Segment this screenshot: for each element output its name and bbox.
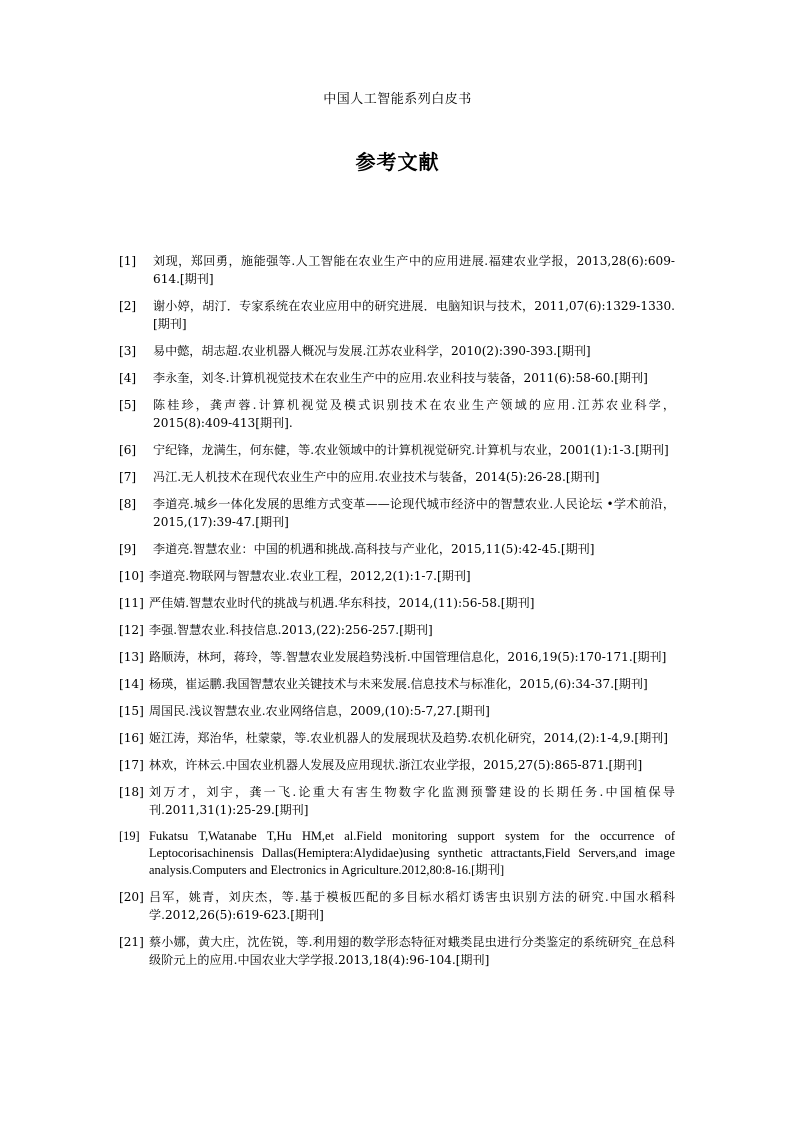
reference-list xyxy=(119,252,675,978)
reference-number: [10] xyxy=(119,569,144,583)
reference-number: [12] xyxy=(119,623,144,637)
reference-text: 刘现，郑回勇，施能强等.人工智能在农业生产中的应用进展.福建农业学报，2013,28(6):609-614.[期刊] xyxy=(153,254,675,286)
reference-number: [2] xyxy=(119,299,137,313)
reference-item xyxy=(119,540,675,558)
reference-item xyxy=(119,702,675,720)
reference-number: [7] xyxy=(119,470,137,484)
reference-number: [15] xyxy=(119,704,144,718)
reference-text: 李道亮.物联网与智慧农业.农业工程，2012,2(1):1-7.[期刊] xyxy=(149,569,471,583)
reference-number: [5] xyxy=(119,398,137,412)
reference-item xyxy=(119,729,675,747)
reference-number: [4] xyxy=(119,371,137,385)
reference-item xyxy=(119,342,675,360)
reference-number: [20] xyxy=(119,890,144,904)
reference-number: [14] xyxy=(119,677,144,691)
reference-text: 姬江涛，郑治华，杜蒙蒙，等.农业机器人的发展现状及趋势.农机化研究，2014,(2):1-4,9.[期刊] xyxy=(149,731,668,745)
reference-number: [6] xyxy=(119,443,137,457)
reference-item xyxy=(119,369,675,387)
reference-text: 李永奎，刘冬.计算机视觉技术在农业生产中的应用.农业科技与装备，2011(6):58-60.[期刊] xyxy=(153,371,648,385)
reference-text: 蔡小娜，黄大庄，沈佐锐，等.利用翅的数学形态特征对蛾类昆虫进行分类鉴定的系统研究_在总科级阶元上的应用.中国农业大学学报.2013,18(4):96-104.[期刊] xyxy=(149,935,675,967)
page-title: 参考文献 xyxy=(355,150,440,174)
reference-item xyxy=(119,594,675,612)
reference-number: [18] xyxy=(119,785,144,799)
reference-text: 杨瑛，崔运鹏.我国智慧农业关键技术与未来发展.信息技术与标准化，2015,(6):34-37.[期刊] xyxy=(149,677,648,691)
reference-number: [8] xyxy=(119,497,137,511)
reference-text: 李道亮.智慧农业：中国的机遇和挑战.高科技与产业化，2015,11(5):42-45.[期刊] xyxy=(153,542,595,556)
reference-number: [9] xyxy=(119,542,137,556)
reference-item xyxy=(119,933,675,969)
reference-item xyxy=(119,297,675,333)
reference-number: [11] xyxy=(119,596,144,610)
reference-item xyxy=(119,396,675,432)
reference-text: 吕军，姚青，刘庆杰，等.基于模板匹配的多目标水稻灯诱害虫识别方法的研究.中国水稻科学.2012,26(5):619-623.[期刊] xyxy=(149,890,675,922)
reference-number: [19] xyxy=(119,829,140,843)
reference-item xyxy=(119,888,675,924)
reference-text: 陈桂珍，龚声蓉.计算机视觉及模式识别技术在农业生产领域的应用.江苏农业科学，2015(8):409-413[期刊]. xyxy=(153,398,675,430)
reference-number: [21] xyxy=(119,935,144,949)
reference-item xyxy=(119,621,675,639)
reference-item xyxy=(119,468,675,486)
reference-item xyxy=(119,783,675,819)
reference-number: [13] xyxy=(119,650,144,664)
reference-text: 谢小婷，胡汀．专家系统在农业应用中的研究进展．电脑知识与技术，2011,07(6):1329-1330.[期刊] xyxy=(153,299,675,331)
reference-text: 周国民.浅议智慧农业.农业网络信息，2009,(10):5-7,27.[期刊] xyxy=(149,704,490,718)
reference-item xyxy=(119,567,675,585)
reference-number: [1] xyxy=(119,254,137,268)
reference-text: 严佳婧.智慧农业时代的挑战与机遇.华东科技，2014,(11):56-58.[期刊] xyxy=(149,596,535,610)
reference-text: 冯江.无人机技术在现代农业生产中的应用.农业技术与装备，2014(5):26-28.[期刊] xyxy=(153,470,600,484)
reference-item xyxy=(119,828,675,879)
reference-number: [3] xyxy=(119,344,137,358)
reference-item xyxy=(119,756,675,774)
reference-text: 李道亮.城乡一体化发展的思维方式变革——论现代城市经济中的智慧农业.人民论坛 •学术前沿，2015,(17):39-47.[期刊] xyxy=(153,497,675,529)
reference-item xyxy=(119,495,675,531)
reference-item xyxy=(119,441,675,459)
reference-text: 李强.智慧农业.科技信息.2013,(22):256-257.[期刊] xyxy=(149,623,433,637)
reference-text: 林欢，许林云.中国农业机器人发展及应用现状.浙江农业学报，2015,27(5):865-871.[期刊] xyxy=(149,758,643,772)
reference-text: 宁纪锋，龙满生，何东健，等.农业领域中的计算机视觉研究.计算机与农业，2001(1):1-3.[期刊] xyxy=(153,443,669,457)
reference-text: 刘万才，刘宇，龚一飞.论重大有害生物数字化监测预警建设的长期任务.中国植保导刊.2011,31(1):25-29.[期刊] xyxy=(149,785,675,817)
reference-text: 易中懿，胡志超.农业机器人概况与发展.江苏农业科学，2010(2):390-393.[期刊] xyxy=(153,344,591,358)
reference-text: 路顺涛，林珂，蒋玲，等.智慧农业发展趋势浅析.中国管理信息化，2016,19(5):170-171.[期刊] xyxy=(149,650,667,664)
reference-item xyxy=(119,252,675,288)
reference-item xyxy=(119,648,675,666)
reference-text: Fukatsu T,Watanabe T,Hu HM,et al.Field monitoring support system for the occurrence of Leptocorisachinensis Dallas(Hemiptera:Alydidae)using synthetic attractants,Field Servers,and image analysis.Computers and Electronics in Agriculture.2012,80:8-16.[期刊] xyxy=(149,829,675,877)
reference-number: [16] xyxy=(119,731,144,745)
reference-item xyxy=(119,675,675,693)
reference-number: [17] xyxy=(119,758,144,772)
running-header: 中国人工智能系列白皮书 xyxy=(323,92,472,107)
